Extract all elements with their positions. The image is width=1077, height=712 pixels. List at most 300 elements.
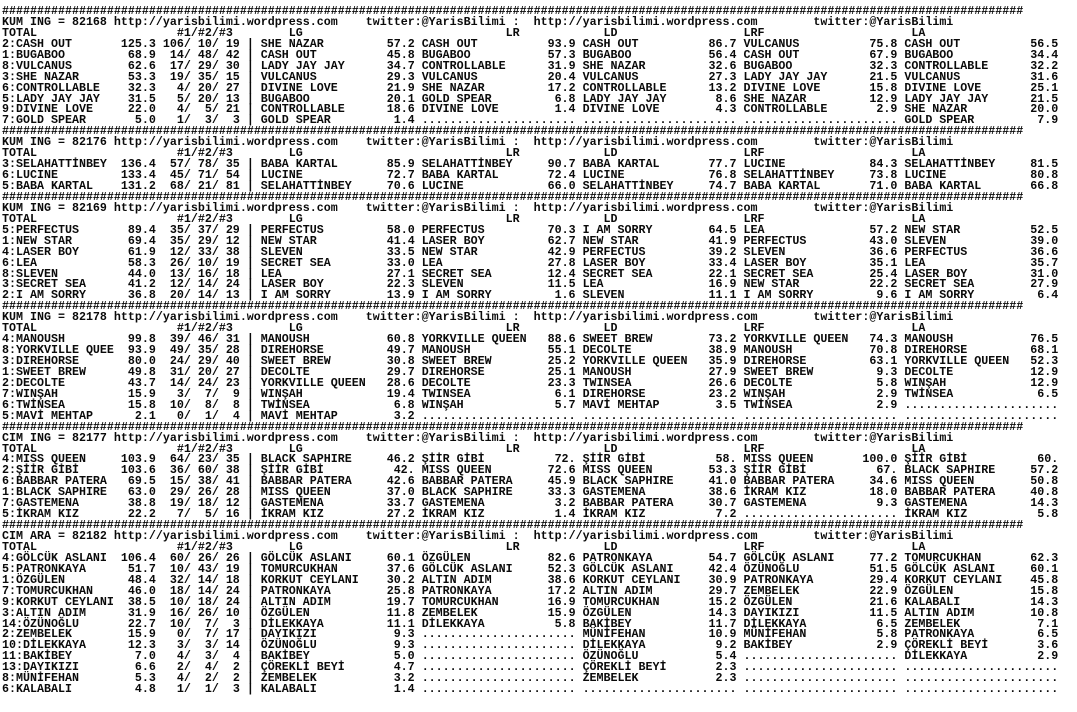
place-2-count: 14 — [197, 572, 212, 587]
lrf-score: 11.5 — [869, 605, 898, 620]
lrf-horse-name: LASER BOY — [743, 255, 807, 270]
slash: / — [211, 408, 219, 423]
place-3-count: 31 — [225, 332, 240, 347]
place-2-count: 14 — [197, 277, 212, 292]
lrf-score: 32.3 — [869, 58, 898, 73]
place-3-count: 40 — [225, 354, 240, 368]
place-3-count: 8 — [232, 397, 240, 412]
lg-score: 37.0 — [386, 485, 415, 500]
place-2-count: 20 — [197, 80, 212, 95]
la-horse-name: BLACK SAPHIRE — [904, 463, 996, 478]
column-header-lrf: LRF — [743, 25, 765, 40]
lg-score: 85.9 — [386, 157, 415, 172]
total-horse-name: 6:LUCINE — [2, 168, 58, 183]
lg-score: 21.9 — [386, 80, 415, 95]
lg-score: 30.2 — [386, 572, 415, 587]
total-horse-name: 14:ÖZÜNOĞLU — [2, 616, 79, 631]
la-score: 50.8 — [1030, 474, 1059, 489]
slash: / — [183, 408, 191, 423]
total-score: 22.0 — [127, 102, 156, 117]
lr-score: 15.9 — [547, 605, 576, 620]
lr-score: 93.9 — [547, 36, 576, 51]
lg-score: 13.9 — [386, 288, 415, 303]
slash: / — [211, 222, 219, 237]
la-horse-name: PATRONKAYA — [904, 627, 975, 642]
la-score: 60. — [1037, 452, 1059, 467]
twitter-handle: twitter:@YarisBilimi — [365, 529, 506, 543]
total-score: 15.9 — [127, 386, 156, 401]
twitter-handle: twitter:@YarisBilimi — [813, 200, 954, 215]
place-2-count: 21 — [197, 179, 212, 193]
lg-score: 19.7 — [386, 594, 415, 609]
hash-separator: ################################################################################################################################################## — [2, 124, 1024, 139]
lr-score: 70.3 — [547, 222, 576, 237]
place-2-count: 35 — [197, 69, 212, 84]
ld-empty-placeholder: ...................... — [582, 113, 737, 128]
site-url: http://yarisbilimi.wordpress.com — [113, 135, 338, 150]
place-1-count: 3 — [176, 386, 184, 401]
total-horse-name: 7:WINŞAH — [2, 386, 58, 401]
ld-score: 35.9 — [708, 354, 737, 368]
lr-score: 16.9 — [547, 594, 576, 609]
lg-horse-name: DİLEKKAYA — [260, 616, 324, 631]
place-2-count: 18 — [197, 594, 212, 609]
slash: / — [211, 58, 219, 73]
total-score: 80.0 — [127, 354, 156, 368]
lg-horse-name: DAYIKIZI — [260, 627, 317, 642]
la-score: 60.1 — [1030, 561, 1059, 576]
la-horse-name: İKRAM KIZ — [904, 507, 968, 522]
lr-score: 1.4 — [554, 102, 576, 117]
slash: / — [183, 36, 191, 51]
lg-horse-name: YORKVILLE QUEEN — [260, 375, 366, 390]
race-title: CIM ING = 82177 — [2, 430, 107, 445]
column-header-lrf: LRF — [743, 539, 765, 554]
place-3-count: 10 — [225, 605, 240, 620]
la-empty-placeholder: ...................... — [904, 682, 1059, 697]
lg-score: 30.8 — [386, 354, 415, 368]
lrf-horse-name: CONTROLLABLE — [743, 102, 828, 117]
pipe-divider: | — [246, 375, 254, 390]
ld-score: 15.2 — [708, 594, 737, 609]
lg-horse-name: WINŞAH — [260, 386, 303, 401]
hash-separator: ################################################################################################################################################## — [2, 299, 1024, 314]
la-horse-name: DECOLTE — [904, 364, 954, 379]
ld-score: 38.6 — [708, 485, 737, 500]
lg-horse-name: SECRET SEA — [260, 255, 331, 270]
ld-score: 64.5 — [708, 222, 737, 237]
lg-horse-name: ÖZÜNOĞLU — [260, 638, 317, 653]
total-score: 31.5 — [127, 91, 156, 106]
place-2-count: 35 — [197, 343, 212, 358]
lr-horse-name: WINŞAH — [421, 397, 464, 412]
lg-horse-name: DIVINE LOVE — [260, 80, 338, 95]
ld-score: 9.2 — [715, 638, 737, 653]
pipe-divider: | — [246, 157, 254, 172]
total-horse-name: 3:SHE NAZAR — [2, 69, 79, 84]
lr-score: 5.7 — [554, 397, 576, 412]
slash: / — [211, 627, 219, 642]
place-1-count: 10 — [169, 397, 184, 412]
la-empty-placeholder: ...................... — [904, 660, 1059, 675]
place-2-count: 4 — [204, 660, 212, 675]
ld-score: 86.7 — [708, 36, 737, 51]
lrf-score: 21.6 — [869, 594, 898, 609]
place-1-count: 32 — [169, 572, 184, 587]
place-1-count: 4 — [176, 80, 184, 95]
total-score: 106.4 — [120, 550, 156, 565]
lrf-horse-name: LEA — [743, 222, 765, 237]
pipe-divider: | — [246, 277, 254, 292]
la-score: 32.2 — [1030, 58, 1059, 73]
column-header-ld: LD — [603, 321, 618, 336]
place-3-count: 3 — [232, 113, 240, 128]
total-horse-name: 13:DAYIKIZI — [2, 660, 79, 675]
la-horse-name: GASTEMENA — [904, 496, 968, 511]
lg-score: 33.7 — [386, 496, 415, 511]
total-horse-name: 6:KALABALI — [2, 682, 72, 697]
total-score: 6.6 — [134, 660, 156, 675]
slash: / — [211, 168, 219, 183]
total-horse-name: 8:MÜNİFEHAN — [2, 671, 79, 686]
la-score: 76.5 — [1030, 332, 1059, 347]
pipe-divider: | — [246, 58, 254, 73]
la-horse-name: LEA — [904, 255, 926, 270]
twitter-handle: twitter:@YarisBilimi — [813, 529, 954, 543]
total-score: 136.4 — [120, 157, 156, 172]
total-score: 15.8 — [127, 397, 156, 412]
slash: / — [211, 255, 219, 270]
column-header-ld: LD — [603, 146, 618, 161]
site-url: http://yarisbilimi.wordpress.com — [533, 310, 758, 325]
column-header-lg: LG — [288, 321, 303, 336]
la-score: 57.2 — [1030, 463, 1059, 478]
place-2-count: 78 — [197, 157, 212, 172]
la-horse-name: DİLEKKAYA — [904, 649, 968, 664]
lrf-horse-name: MANOUSH — [743, 343, 793, 358]
pipe-divider: | — [246, 463, 254, 478]
pipe-divider: | — [246, 572, 254, 587]
lr-horse-name: BLACK SAPHIRE — [421, 485, 513, 500]
slash: / — [183, 168, 191, 183]
slash: / — [211, 463, 219, 478]
la-horse-name: DIVINE LOVE — [904, 80, 982, 95]
place-2-count: 71 — [197, 168, 212, 183]
la-score: 15.8 — [1030, 583, 1059, 598]
places-header: #1/#2/#3 — [176, 146, 233, 161]
slash: / — [183, 47, 191, 62]
total-score: 7.0 — [134, 649, 156, 664]
lr-score: 11.5 — [547, 277, 576, 292]
total-horse-name: 5:LADY JAY JAY — [2, 91, 100, 106]
place-1-count: 49 — [169, 343, 184, 358]
la-horse-name: NEW STAR — [904, 222, 961, 237]
place-2-count: 1 — [204, 408, 212, 423]
lr-horse-name: BABA KARTAL — [421, 168, 499, 183]
la-horse-name: SLEVEN — [904, 233, 947, 248]
la-score: 35.7 — [1030, 255, 1059, 270]
la-score: 21.5 — [1030, 91, 1059, 106]
pipe-divider: | — [246, 244, 254, 259]
ld-horse-name: MISS QUEEN — [582, 463, 653, 478]
lg-score: 4.7 — [393, 660, 415, 675]
total-score: 89.4 — [127, 222, 156, 237]
ld-horse-name: LASER BOY — [582, 255, 646, 270]
pipe-divider: | — [246, 91, 254, 106]
column-header-la: LA — [911, 539, 926, 554]
place-2-count: 26 — [197, 550, 212, 565]
place-3-count: 4 — [232, 408, 240, 423]
ld-score: 14.3 — [708, 605, 737, 620]
lg-score: 37.6 — [386, 561, 415, 576]
lr-empty-placeholder: ...................... — [421, 113, 576, 128]
total-horse-name: 2:CASH OUT — [2, 36, 72, 51]
total-score: 48.4 — [127, 572, 156, 587]
lg-horse-name: SELAHATTİNBEY — [260, 179, 352, 193]
slash: / — [183, 102, 191, 117]
lrf-score: 9.3 — [876, 496, 898, 511]
place-1-count: 60 — [169, 550, 184, 565]
twitter-handle: twitter:@YarisBilimi — [365, 310, 506, 325]
place-2-count: 29 — [197, 233, 212, 248]
la-horse-name: I AM SORRY — [904, 288, 975, 303]
ld-horse-name: LUCINE — [582, 168, 625, 183]
la-score: 20.0 — [1030, 102, 1059, 117]
place-2-count: 2 — [204, 671, 212, 686]
lrf-score: 2.9 — [876, 638, 898, 653]
la-horse-name: CONTROLLABLE — [904, 58, 989, 73]
place-3-count: 26 — [225, 550, 240, 565]
slash: / — [183, 638, 191, 653]
lrf-score: 75.8 — [869, 36, 898, 51]
place-3-count: 2 — [232, 671, 240, 686]
lr-horse-name: BUGABOO — [421, 47, 471, 62]
lg-horse-name: KORKUT CEYLANI — [260, 572, 359, 587]
lr-score: 90.7 — [547, 157, 576, 172]
lrf-empty-placeholder: ...................... — [743, 113, 898, 128]
place-3-count: 12 — [225, 496, 240, 511]
slash: / — [183, 157, 191, 172]
la-score: 7.9 — [1037, 113, 1059, 128]
twitter-handle: twitter:@YarisBilimi — [813, 430, 954, 445]
place-3-count: 14 — [225, 638, 240, 653]
column-header-la: LA — [911, 146, 926, 161]
lrf-horse-name: DECOLTE — [743, 375, 793, 390]
ld-score: 41.0 — [708, 474, 737, 489]
lrf-horse-name: ZEMBELEK — [743, 583, 800, 598]
lr-horse-name: ALTIN ADIM — [421, 572, 492, 587]
place-2-count: 3 — [204, 638, 212, 653]
lrf-horse-name: YORKVILLE QUEEN — [743, 332, 849, 347]
lg-horse-name: TWİNSEA — [260, 397, 310, 412]
lrf-horse-name: DIVINE LOVE — [743, 80, 821, 95]
place-1-count: 24 — [169, 354, 184, 368]
lr-horse-name: GÖLCÜK ASLANI — [421, 561, 513, 576]
slash: / — [183, 288, 191, 303]
lrf-score: 5.8 — [876, 627, 898, 642]
ld-horse-name: I AM SORRY — [582, 222, 653, 237]
total-horse-name: 7:GASTEMENA — [2, 496, 79, 511]
lg-score: 27.2 — [386, 507, 415, 522]
lg-score: 1.4 — [393, 113, 415, 128]
total-horse-name: 6:TWİNSEA — [2, 397, 65, 412]
lr-horse-name: LUCINE — [421, 179, 464, 193]
lg-horse-name: CASH OUT — [260, 47, 317, 62]
lrf-horse-name: GÖLCÜK ASLANI — [743, 550, 835, 565]
place-2-count: 3 — [204, 113, 212, 128]
ld-horse-name: MÜNİFEHAN — [582, 627, 646, 642]
place-1-count: 20 — [169, 288, 184, 303]
ld-horse-name: ÖZÜNOĞLU — [582, 649, 639, 664]
total-score: 53.3 — [127, 69, 156, 84]
total-horse-name: 11:BAKİBEY — [2, 649, 72, 664]
lrf-score: 22.2 — [869, 277, 898, 292]
lg-score: 27.1 — [386, 266, 415, 281]
ld-horse-name: SWEET BREW — [582, 332, 653, 347]
place-1-count: 39 — [169, 332, 184, 347]
total-score: 31.9 — [127, 605, 156, 620]
twitter-handle: twitter:@YarisBilimi — [365, 200, 506, 215]
ld-score: 77.7 — [708, 157, 737, 172]
place-2-count: 26 — [197, 485, 212, 500]
total-header: TOTAL — [2, 211, 37, 226]
ld-score: 11.1 — [708, 288, 737, 303]
place-2-count: 7 — [204, 386, 212, 401]
ld-score: 42.4 — [708, 561, 737, 576]
place-3-count: 24 — [225, 594, 240, 609]
lg-score: 41.4 — [386, 233, 415, 248]
place-1-count: 13 — [169, 266, 184, 281]
slash: / — [183, 660, 191, 675]
ld-horse-name: DIREHORSE — [582, 386, 646, 401]
pipe-divider: | — [246, 594, 254, 609]
lg-score: 22.3 — [386, 277, 415, 292]
total-horse-name: 4:GÖLCÜK ASLANI — [2, 550, 107, 565]
ld-horse-name: BABBAR PATERA — [582, 496, 674, 511]
total-score: 63.0 — [127, 485, 156, 500]
lr-score: 5.8 — [554, 616, 576, 631]
lr-empty-placeholder: ...................... — [421, 638, 576, 653]
ld-horse-name: ÖZGÜLEN — [582, 605, 632, 620]
lr-horse-name: CASH OUT — [421, 36, 478, 51]
lrf-score: 25.4 — [869, 266, 898, 281]
slash: / — [183, 572, 191, 587]
column-header-lr: LR — [505, 539, 520, 554]
place-2-count: 46 — [197, 332, 212, 347]
place-2-count: 33 — [197, 244, 212, 259]
total-score: 49.8 — [127, 364, 156, 379]
lg-horse-name: ZEMBELEK — [260, 671, 317, 686]
slash: / — [183, 452, 191, 467]
la-score: 27.9 — [1030, 277, 1059, 292]
lr-score: 6.1 — [554, 386, 576, 401]
place-3-count: 24 — [225, 583, 240, 598]
lrf-score: 43.0 — [869, 233, 898, 248]
place-3-count: 19 — [225, 255, 240, 270]
pipe-divider: | — [246, 682, 254, 697]
place-3-count: 19 — [225, 561, 240, 576]
ld-score: 32.6 — [708, 58, 737, 73]
lr-score: 17.2 — [547, 583, 576, 598]
lr-score: 33.3 — [547, 485, 576, 500]
pipe-divider: | — [246, 255, 254, 270]
lrf-empty-placeholder: ...................... — [743, 671, 898, 686]
column-header-ld: LD — [603, 441, 618, 456]
slash: / — [211, 616, 219, 631]
la-horse-name: BUGABOO — [904, 47, 954, 62]
lg-score: 6.8 — [393, 397, 415, 412]
la-score: 36.6 — [1030, 244, 1059, 259]
race-title: KUM ING = 82176 — [2, 135, 107, 150]
lg-score: 20.1 — [386, 91, 415, 106]
lg-horse-name: ALTIN ADIM — [260, 594, 331, 609]
place-2-count: 38 — [197, 474, 212, 489]
total-horse-name: 9:KORKUT CEYLANI — [2, 594, 114, 609]
la-score: 7.1 — [1037, 616, 1059, 631]
lg-score: 33.0 — [386, 255, 415, 270]
total-score: 125.3 — [120, 36, 156, 51]
lr-score: 31.9 — [547, 58, 576, 73]
slash: / — [211, 572, 219, 587]
column-header-lg: LG — [288, 211, 303, 226]
lr-empty-placeholder: ...................... — [421, 649, 576, 664]
lrf-score: 18.0 — [869, 485, 898, 500]
lg-score: 18.6 — [386, 102, 415, 117]
lr-score: 17.2 — [547, 80, 576, 95]
lr-horse-name: ZEMBELEK — [421, 605, 478, 620]
lrf-score: 71.0 — [869, 179, 898, 193]
column-header-lr: LR — [505, 211, 520, 226]
lr-score: 23.3 — [547, 375, 576, 390]
lrf-score: 9.6 — [876, 288, 898, 303]
pipe-divider: | — [246, 386, 254, 401]
column-header-la: LA — [911, 25, 926, 40]
lr-score: 52.3 — [547, 561, 576, 576]
lg-score: 3.2 — [393, 671, 415, 686]
ld-horse-name: ÇÖREKLİ BEYİ — [582, 660, 667, 675]
place-1-count: 16 — [169, 605, 184, 620]
total-score: 22.2 — [127, 507, 156, 522]
total-score: 15.9 — [127, 627, 156, 642]
lr-horse-name: I AM SORRY — [421, 288, 492, 303]
place-1-count: 10 — [169, 561, 184, 576]
la-score: 6.5 — [1037, 627, 1059, 642]
place-1-count: 14 — [169, 47, 184, 62]
ld-score: 39.2 — [708, 244, 737, 259]
lr-score: 72.4 — [547, 168, 576, 183]
lr-score: 66.0 — [547, 179, 576, 193]
ld-score: 76.8 — [708, 168, 737, 183]
lg-horse-name: TOMURCUKHAN — [260, 561, 338, 576]
slash: / — [211, 91, 219, 106]
ld-score: 27.3 — [708, 69, 737, 84]
lrf-score: 2.9 — [876, 386, 898, 401]
column-header-ld: LD — [603, 539, 618, 554]
total-score: 38.8 — [127, 496, 156, 511]
lg-horse-name: DIREHORSE — [260, 343, 324, 358]
slash: / — [183, 485, 191, 500]
la-horse-name: YORKVILLE QUEEN — [904, 354, 1010, 368]
place-3-count: 81 — [225, 179, 240, 193]
ld-horse-name: ZEMBELEK — [582, 671, 639, 686]
lrf-score: 12.9 — [869, 91, 898, 106]
lg-horse-name: BABBAR PATERA — [260, 474, 352, 489]
column-header-lrf: LRF — [743, 441, 765, 456]
pipe-divider: | — [246, 649, 254, 664]
la-horse-name: ŞİİR GİBİ — [904, 452, 968, 467]
lg-horse-name: PATRONKAYA — [260, 583, 331, 598]
pipe-divider: | — [246, 343, 254, 358]
